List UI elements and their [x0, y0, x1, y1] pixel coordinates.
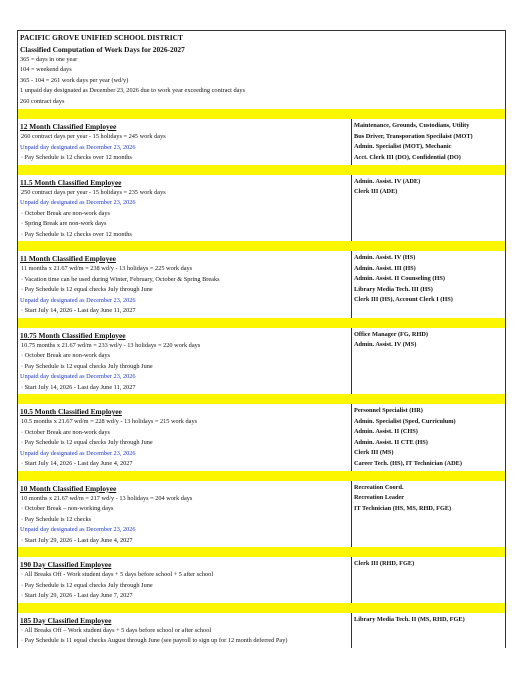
unpaid-day-note: Unpaid day designated as December 23, 2026	[20, 449, 136, 457]
district-name: PACIFIC GROVE UNIFIED SCHOOL DISTRICT	[20, 33, 183, 42]
position-title: Clerk III (HS), Account Clerk I (HS)	[354, 296, 453, 304]
detail-line: · All Breaks Off – Work student days + 5 days before school or after school	[21, 626, 212, 634]
position-title: Personnel Specialist (HR)	[354, 407, 423, 415]
section-title: 190 Day Classified Employee	[20, 560, 112, 570]
section-divider-band	[18, 318, 505, 328]
position-title: Clerk III (ADE)	[354, 188, 398, 196]
position-title: Clerk III (RHD, FGE)	[354, 560, 415, 568]
header-line: 1 unpaid day designated as December 23, 2026 due to work year exceeding contract days	[20, 87, 246, 95]
detail-line: · Pay Schedule is 12 checks over 12 months	[21, 154, 132, 162]
position-title: IT Technician (HS, MS, RHD, FGE)	[354, 504, 452, 512]
employee-section	[18, 557, 505, 603]
section-details	[18, 557, 352, 603]
detail-line: · Pay Schedule is 12 equal checks July through June	[21, 362, 153, 370]
detail-line: · Pay Schedule is 12 equal checks July through June	[21, 286, 153, 294]
detail-line: · All Breaks Off - Work student days + 5 days before school + 5 after school	[21, 571, 214, 579]
section-positions	[352, 251, 505, 318]
section-title: 10.5 Month Classified Employee	[20, 407, 122, 417]
section-positions	[352, 328, 505, 395]
position-title: Bus Driver, Transporation Specilaist (MOT)	[354, 132, 473, 140]
header-line: 260 contract days	[20, 97, 65, 105]
section-details	[18, 481, 352, 548]
section-title: 12 Month Classified Employee	[20, 122, 117, 132]
unpaid-day-note: Unpaid day designated as December 23, 2026	[20, 199, 136, 207]
section-divider-band	[18, 603, 505, 613]
sections-container	[18, 109, 505, 648]
section-divider-band	[18, 471, 505, 481]
position-title: Office Manager (FG, RHD)	[354, 330, 429, 338]
employee-section	[18, 251, 505, 318]
section-divider-band	[18, 109, 505, 119]
section-title: 185 Day Classified Employee	[20, 615, 112, 625]
section-positions	[352, 119, 505, 165]
unpaid-day-note: Unpaid day designated as December 23, 2026	[20, 526, 136, 534]
section-divider-band	[18, 547, 505, 557]
position-title: Recreation Leader	[354, 494, 405, 502]
employee-section	[18, 613, 505, 648]
position-title: Clerk III (MS)	[354, 449, 394, 457]
detail-line: · October Break are non-work days	[21, 209, 110, 217]
section-details	[18, 175, 352, 242]
position-title: Admin. Assist. IV (ADE)	[354, 177, 421, 185]
work-days-document	[17, 30, 506, 648]
section-details	[18, 404, 352, 471]
section-details	[18, 251, 352, 318]
detail-line: 10.75 months x 21.67 wd/m = 233 wd/y - 13 holidays = 220 work days	[21, 341, 201, 349]
section-details	[18, 613, 352, 648]
employee-section	[18, 328, 505, 395]
section-positions	[352, 557, 505, 603]
unpaid-day-note: Unpaid day designated as December 23, 2026	[20, 143, 136, 151]
section-title: 10.75 Month Classified Employee	[20, 330, 126, 340]
detail-line: 250 contract days per year - 15 holidays = 235 work days	[21, 188, 166, 196]
document-header	[18, 31, 505, 109]
section-divider-band	[18, 394, 505, 404]
employee-section	[18, 481, 505, 548]
position-title: Admin. Assist. II Counseling (HS)	[354, 275, 445, 283]
detail-line: 260 contract days per year - 15 holidays = 245 work days	[21, 133, 166, 141]
section-details	[18, 119, 352, 165]
position-title: Recreation Coord.	[354, 483, 404, 491]
position-title: Career Tech. (HS), IT Technician (ADE)	[354, 459, 462, 467]
header-line: 365 = days in one year	[20, 56, 78, 63]
position-title: Admin. Assist. IV (HS)	[354, 254, 416, 262]
document-title: Classified Computation of Work Days for 2026-2027	[20, 44, 185, 54]
position-title: Maintenance, Grounds, Custodians, Utility	[354, 122, 470, 130]
employee-section	[18, 119, 505, 165]
detail-line: 10 months x 21.67 wd/m = 217 wd/y - 13 holidays = 204 work days	[21, 494, 193, 502]
section-positions	[352, 404, 505, 471]
detail-line: · Pay Schedule is 12 equal checks July through June	[21, 439, 153, 447]
position-title: Acct. Clerk III (DO), Confidential (DO)	[354, 153, 461, 161]
position-title: Admin. Specialist (Sped, Curriculum)	[354, 417, 456, 425]
position-title: Admin. Assist. IV (MS)	[354, 341, 417, 349]
header-line: 365 - 104 = 261 work days per year (wd/y)	[20, 76, 129, 84]
section-title: 11 Month Classified Employee	[20, 254, 116, 264]
detail-line: · Pay Schedule is 11 equal checks August through June (see payroll to sign up for 12 month deferred Pay)	[21, 637, 288, 645]
unpaid-day-note: Unpaid day designated as December 23, 2026	[20, 296, 136, 304]
header-line: 104 = weekend days	[20, 66, 72, 74]
position-title: Admin. Assist. III (HS)	[354, 264, 416, 272]
section-positions	[352, 175, 505, 242]
section-title: 11.5 Month Classified Employee	[20, 177, 122, 187]
detail-line: · Start July 14, 2026 - Last day June 11, 2027	[21, 383, 136, 391]
detail-line: 10.5 months x 21.67 wd/m = 228 wd/y - 13 holidays = 215 work days	[21, 418, 198, 426]
detail-line: · Start July 14, 2026 - Last day June 4, 2027	[21, 460, 133, 468]
detail-line: · Pay Schedule is 12 checks over 12 months	[21, 230, 132, 238]
position-title: Library Media Tech. III (HS)	[354, 285, 433, 293]
position-title: Admin. Specialist (MOT), Mechanic	[354, 143, 452, 151]
section-details	[18, 328, 352, 395]
section-positions	[352, 481, 505, 548]
section-title: 10 Month Classified Employee	[20, 483, 117, 493]
section-divider-band	[18, 165, 505, 175]
detail-line: · Start July 29, 2026 - Last day June 4, 2027	[21, 536, 133, 544]
employee-section	[18, 175, 505, 242]
detail-line: · Vacation time can be used during Winter, February, October & Spring Breaks	[21, 275, 220, 283]
position-title: Admin. Assist. II (CHS)	[354, 428, 418, 436]
position-title: Library Media Tech. II (MS, RHD, FGE)	[354, 615, 465, 623]
detail-line: · Pay Schedule is 12 equal checks July through June	[21, 581, 153, 589]
detail-line: · October Break are non-work days	[21, 428, 110, 436]
detail-line: · October Break – non-working days	[21, 505, 114, 513]
employee-section	[18, 404, 505, 471]
detail-line: · Start July 14, 2026 - Last day June 11, 2027	[21, 307, 136, 315]
unpaid-day-note: Unpaid day designated as December 23, 2026	[20, 373, 136, 381]
detail-line: · Pay Schedule is 12 checks	[21, 515, 92, 523]
position-title: Admin. Assist. II CTE (HS)	[354, 438, 428, 446]
detail-line: · Spring Break are non-work days	[21, 220, 107, 228]
section-positions	[352, 613, 505, 648]
section-divider-band	[18, 241, 505, 251]
detail-line: · October Break are non-work days	[21, 352, 110, 360]
detail-line: · Start July 29, 2026 - Last day June 7, 2027	[21, 592, 133, 600]
detail-line: 11 months x 21.67 wd/m = 238 wd/y - 13 holidays = 225 work days	[21, 265, 193, 273]
